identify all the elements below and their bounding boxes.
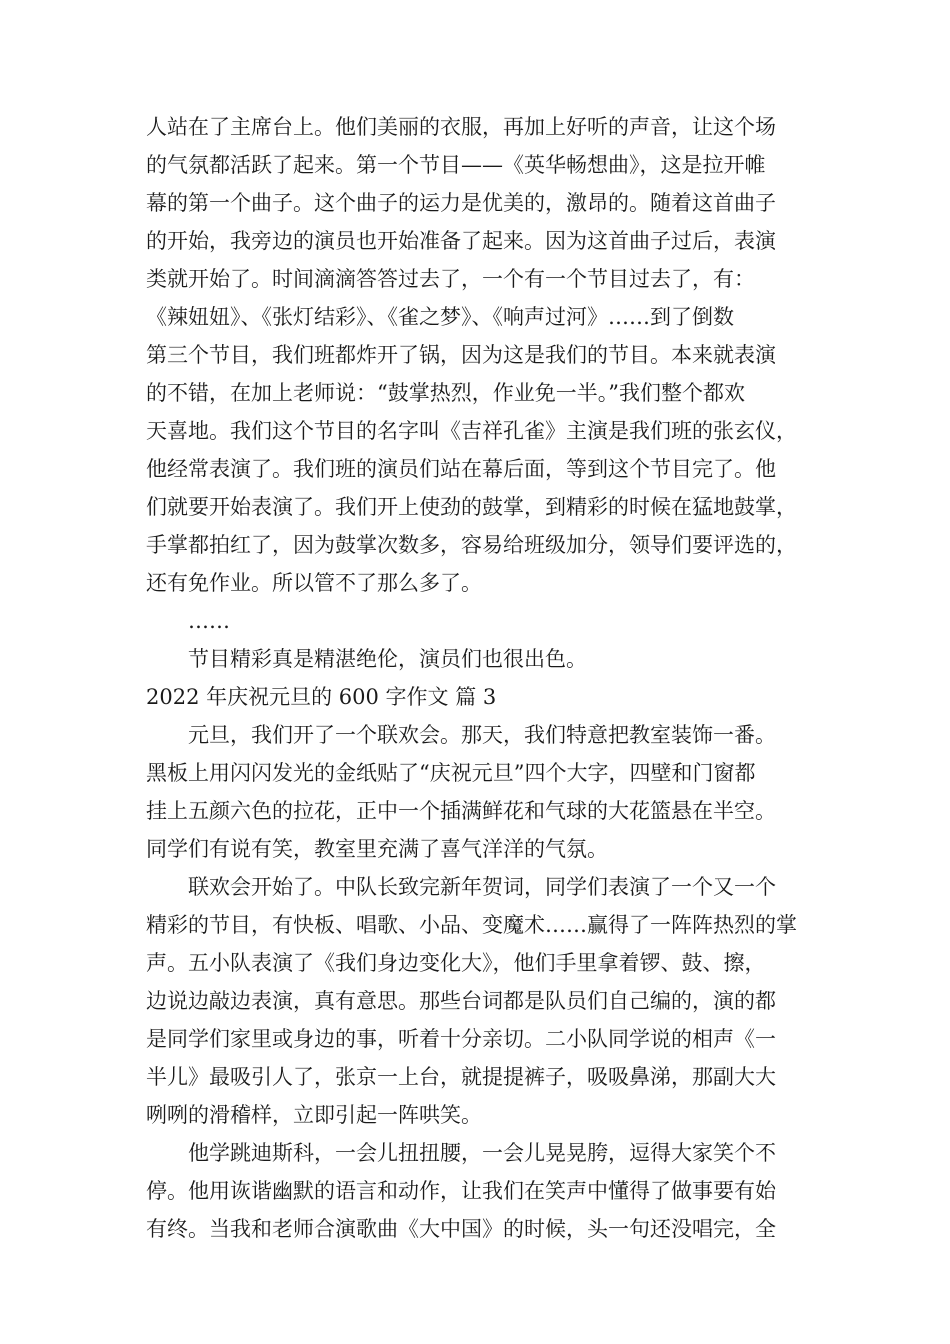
- text-line: 们就要开始表演了。我们开上使劲的鼓掌，到精彩的时候在猛地鼓掌，: [146, 495, 797, 519]
- text-line: 黑板上用闪闪发光的金纸贴了“庆祝元旦”四个大字，四壁和门窗都: [146, 761, 756, 785]
- text-line: 的气氛都活跃了起来。第一个节目——《英华畅想曲》，这是拉开帷: [146, 153, 766, 177]
- text-line: 联欢会开始了。中队长致完新年贺词，同学们表演了一个又一个: [188, 875, 776, 899]
- text-line: 天喜地。我们这个节目的名字叫《吉祥孔雀》主演是我们班的张玄仪，: [146, 419, 797, 443]
- text-line: 精彩的节目，有快板、唱歌、小品、变魔术……赢得了一阵阵热烈的掌: [146, 913, 797, 937]
- text-line: 2022 年庆祝元旦的 600 字作文 篇 3: [146, 685, 497, 709]
- text-line: 他经常表演了。我们班的演员们站在幕后面，等到这个节目完了。他: [146, 457, 776, 481]
- text-line: ……: [188, 609, 230, 633]
- essay-text: [146, 108, 846, 1248]
- text-line: 手掌都拍红了，因为鼓掌次数多，容易给班级加分，领导们要评选的，: [146, 533, 797, 557]
- text-line: 类就开始了。时间滴滴答答过去了，一个有一个节目过去了，有：: [146, 267, 755, 291]
- text-line: 半儿》最吸引人了，张京一上台，就提提裤子，吸吸鼻涕，那副大大: [146, 1065, 776, 1089]
- text-line: 边说边敲边表演，真有意思。那些台词都是队员们自己编的，演的都: [146, 989, 776, 1013]
- text-line: 节目精彩真是精湛绝伦，演员们也很出色。: [188, 647, 587, 671]
- text-line: 他学跳迪斯科，一会儿扭扭腰，一会儿晃晃胯，逗得大家笑个不: [188, 1141, 776, 1165]
- text-line: 第三个节目，我们班都炸开了锅，因为这是我们的节目。本来就表演: [146, 343, 776, 367]
- text-line: 《辣妞妞》、《张灯结彩》、《雀之梦》、《响声过河》……到了倒数: [146, 305, 734, 329]
- text-line: 声。五小队表演了《我们身边变化大》，他们手里拿着锣、鼓、擦，: [146, 951, 766, 975]
- text-line: 停。他用诙谐幽默的语言和动作，让我们在笑声中懂得了做事要有始: [146, 1179, 776, 1203]
- text-line: 有终。当我和老师合演歌曲《大中国》的时候，头一句还没唱完，全: [146, 1217, 776, 1241]
- text-line: 的开始，我旁边的演员也开始准备了起来。因为这首曲子过后，表演: [146, 229, 776, 253]
- text-line: 咧咧的滑稽样，立即引起一阵哄笑。: [146, 1103, 482, 1127]
- text-line: 幕的第一个曲子。这个曲子的运力是优美的，激昂的。随着这首曲子: [146, 191, 776, 215]
- text-line: 还有免作业。所以管不了那么多了。: [146, 571, 482, 595]
- text-line: 挂上五颜六色的拉花，正中一个插满鲜花和气球的大花篮悬在半空。: [146, 799, 776, 823]
- text-line: 同学们有说有笑，教室里充满了喜气洋洋的气氛。: [146, 837, 608, 861]
- text-line: 人站在了主席台上。他们美丽的衣服，再加上好听的声音，让这个场: [146, 115, 776, 139]
- text-line: 是同学们家里或身边的事，听着十分亲切。二小队同学说的相声《一: [146, 1027, 776, 1051]
- text-line: 的不错，在加上老师说：“鼓掌热烈，作业免一半。”我们整个都欢: [146, 381, 745, 405]
- text-line: 元旦，我们开了一个联欢会。那天，我们特意把教室装饰一番。: [188, 723, 776, 747]
